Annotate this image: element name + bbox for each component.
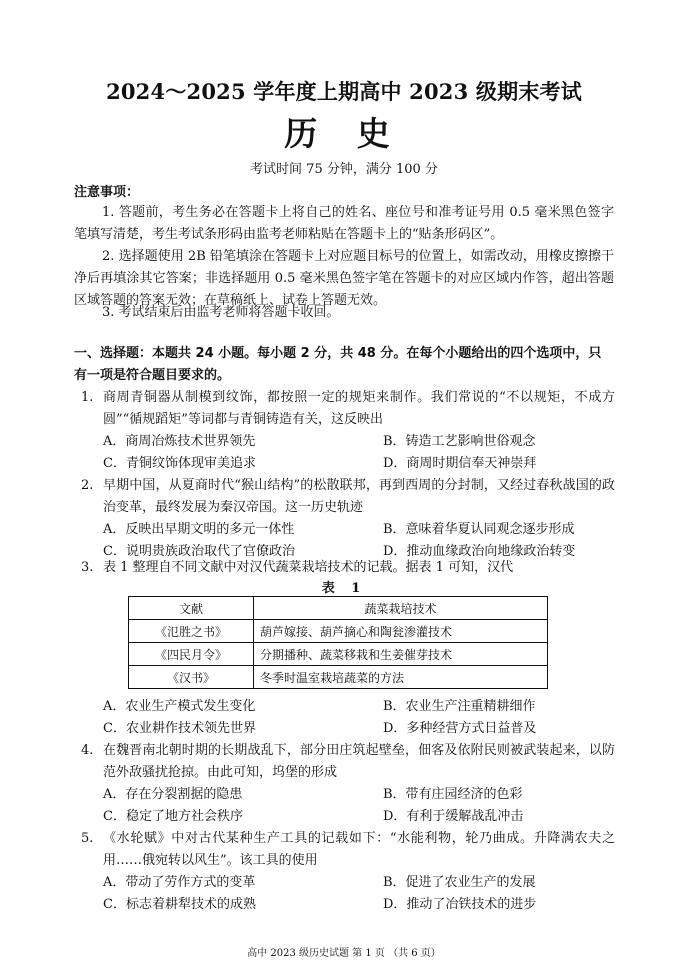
option-c: C．青铜纹饰体现审美追求 bbox=[103, 456, 256, 471]
technique-table bbox=[128, 596, 548, 689]
question-number: 3. bbox=[81, 560, 94, 575]
option-c: C．农业耕作技术领先世界 bbox=[103, 721, 256, 736]
question-stem: 早期中国，从夏商时代“猴山结构”的松散联邦，再到西周的分封制，又经过春秋战国的政治变革，最终发展为秦汉帝国。这一历史轨迹 bbox=[103, 478, 615, 515]
option-d: D．商周时期信奉天神崇拜 bbox=[383, 456, 537, 471]
question-stem: 《水轮赋》中对古代某种生产工具的记载如下：“水能利物，轮乃曲成。升降满农夫之用……俄宛转以风生”。该工具的使用 bbox=[103, 831, 615, 868]
option-c: C．稳定了地方社会秩序 bbox=[103, 809, 243, 824]
table-cell: 《汉书》 bbox=[129, 666, 254, 689]
option-b: B．农业生产注重精耕细作 bbox=[383, 699, 536, 714]
question-number: 1. bbox=[81, 390, 94, 405]
question-number: 2. bbox=[81, 478, 94, 493]
table-cell: 《氾胜之书》 bbox=[129, 620, 254, 643]
table-cell: 冬季时温室栽培蔬菜的方法 bbox=[254, 666, 548, 689]
notice-heading: 注意事项： bbox=[74, 185, 140, 200]
table-cell: 分期播种、蔬菜移栽和生姜催芽技术 bbox=[254, 643, 548, 666]
subject-title: 历 史 bbox=[284, 114, 404, 153]
option-b: B．促进了农业生产的发展 bbox=[383, 875, 536, 890]
option-a: A．存在分裂割据的隐患 bbox=[103, 787, 243, 802]
question-stem: 在魏晋南北朝时期的长期战乱下，部分田庄筑起壁垒，佃客及依附民则被武装起来，以防范外敌骚扰抢掠。由此可知，坞堡的形成 bbox=[103, 743, 615, 780]
table-caption: 表 1 bbox=[321, 581, 367, 596]
question-number: 4. bbox=[81, 743, 94, 758]
table-header-cell: 蔬菜栽培技术 bbox=[254, 597, 548, 620]
table-row bbox=[129, 643, 548, 666]
option-b: B．带有庄园经济的色彩 bbox=[383, 787, 523, 802]
option-b: B．铸造工艺影响世俗观念 bbox=[383, 434, 536, 449]
option-c: C．标志着耕犁技术的成熟 bbox=[103, 897, 256, 912]
option-a: A．反映出早期文明的多元一体性 bbox=[103, 522, 295, 537]
option-a: A．商周冶炼技术世界领先 bbox=[103, 434, 256, 449]
table-header-row bbox=[129, 597, 548, 620]
question-stem: 商周青铜器从制模到纹饰，都按照一定的规矩来制作。我们常说的“不以规矩，不成方圆”“循规蹈矩”等词都与青铜铸造有关，这反映出 bbox=[103, 390, 615, 427]
table-row bbox=[129, 620, 548, 643]
option-b: B．意味着华夏认同观念逐步形成 bbox=[383, 522, 575, 537]
option-d: D．多种经营方式日益普及 bbox=[383, 721, 537, 736]
table-cell: 《四民月令》 bbox=[129, 643, 254, 666]
option-a: A．带动了劳作方式的变革 bbox=[103, 875, 256, 890]
question-number: 5. bbox=[81, 831, 94, 846]
exam-time-info: 考试时间 75 分钟，满分 100 分 bbox=[250, 162, 438, 177]
table-cell: 葫芦嫁接、葫芦摘心和陶瓮渗灌技术 bbox=[254, 620, 548, 643]
section-heading: 一、选择题：本题共 24 小题。每小题 2 分，共 48 分。在每个小题给出的四个选项中，只有一项是符合题目要求的。 bbox=[74, 346, 602, 383]
option-d: D．推动了冶铁技术的进步 bbox=[383, 897, 537, 912]
option-d: D．有利于缓解战乱冲击 bbox=[383, 809, 524, 824]
option-a: A．农业生产模式发生变化 bbox=[103, 699, 256, 714]
exam-title: 2024～2025 学年度上期高中 2023 级期末考试 bbox=[106, 79, 582, 104]
notice-item-3: 3. 考试结束后由监考老师将答题卡收回。 bbox=[102, 305, 340, 320]
notice-item-2: 2. 选择题使用 2B 铅笔填涂在答题卡上对应题目标号的位置上，如需改动，用橡皮擦擦干净后再填涂其它答案；非选择题用 0.5 毫米黑色签字笔在答题卡的对应区域内作答，超出答题区域答题的答案无效；在草稿纸上、试卷上答题无效。 bbox=[74, 249, 614, 308]
table-header-cell: 文献 bbox=[129, 597, 254, 620]
page-footer: 高中 2023 级历史试题 第 1 页 （共 6 页） bbox=[247, 948, 441, 959]
notice-item-1: 1. 答题前，考生务必在答题卡上将自己的姓名、座位号和准考证号用 0.5 毫米黑色签字笔填写清楚，考生考试条形码由监考老师粘贴在答题卡上的“贴条形码区”。 bbox=[74, 205, 614, 242]
question-stem: 表 1 整理自不同文献中对汉代蔬菜栽培技术的记载。据表 1 可知，汉代 bbox=[103, 560, 514, 575]
option-d: D．推动血缘政治向地缘政治转变 bbox=[383, 544, 576, 559]
table-row bbox=[129, 666, 548, 689]
option-c: C．说明贵族政治取代了官僚政治 bbox=[103, 544, 295, 559]
